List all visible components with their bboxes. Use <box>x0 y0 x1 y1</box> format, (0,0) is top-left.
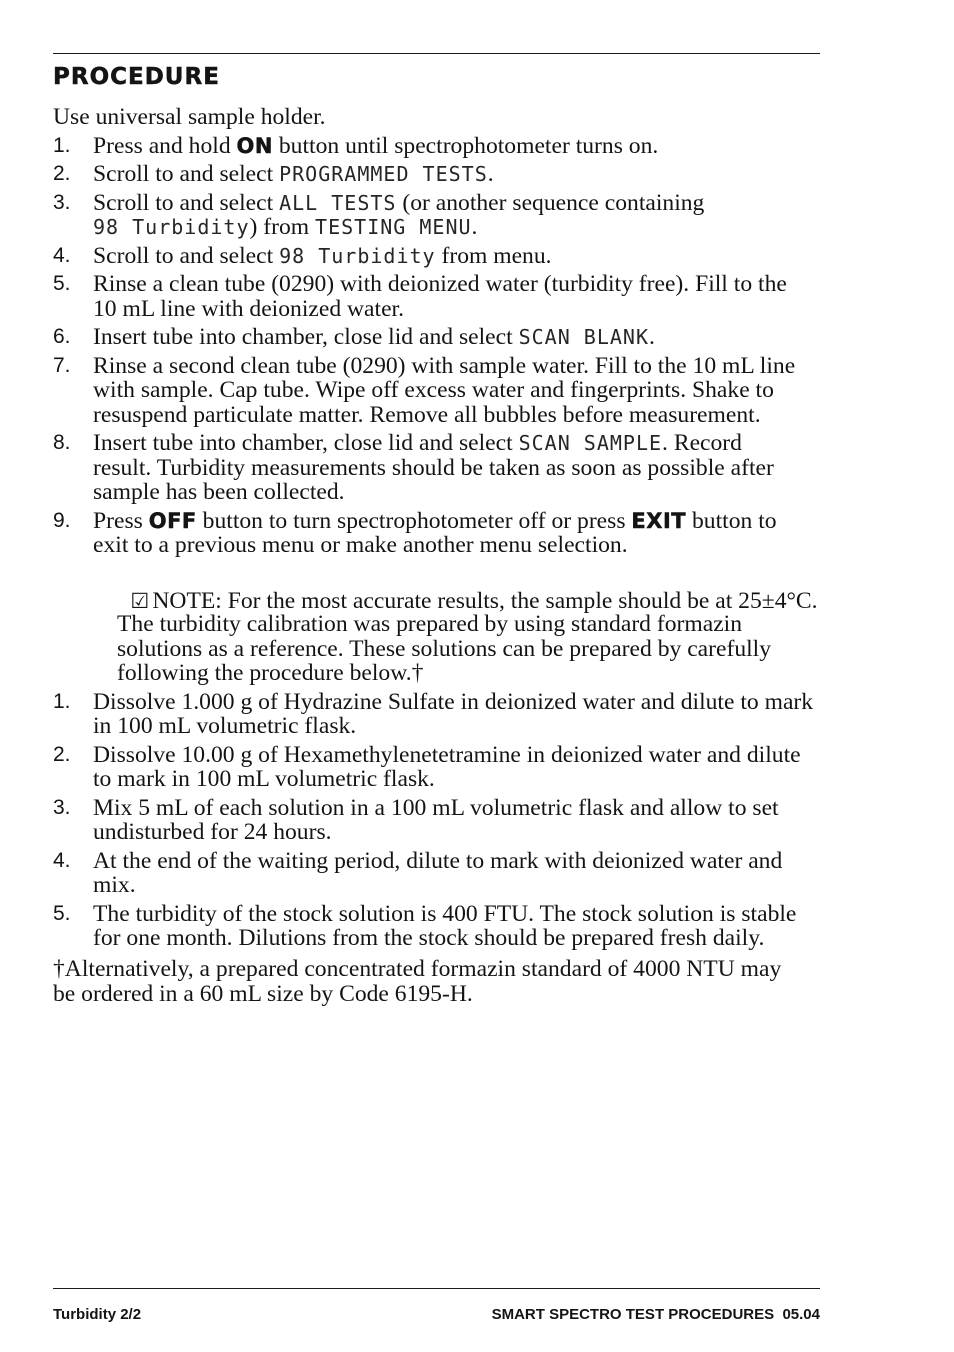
button-name: ON <box>236 133 273 158</box>
text-line <box>93 533 853 558</box>
text-line <box>93 690 853 715</box>
text-run: Insert tube into chamber, close lid and select <box>93 324 519 350</box>
footer-section-name: Turbidity 2/2 <box>53 1306 142 1323</box>
text-run: Scroll to and select <box>93 161 280 187</box>
text-line <box>93 272 853 297</box>
text-line <box>93 743 853 768</box>
text-run: from menu. <box>435 242 552 269</box>
note-text: NOTE: For the most accurate results, the sample should be at 25±4°C. <box>152 587 818 614</box>
text-run: ) from <box>249 214 316 240</box>
text-run: mix. <box>93 872 136 898</box>
text-run: . Record <box>662 430 742 456</box>
text-line: following the procedure below.† <box>117 660 424 686</box>
procedure-step-6 <box>53 325 853 350</box>
text-run: undisturbed for 24 hours. <box>93 819 332 845</box>
text-line <box>93 480 853 505</box>
procedure-step-2 <box>53 162 853 187</box>
procedure-step-1 <box>53 134 853 159</box>
text-line <box>93 191 853 216</box>
calibration-steps <box>53 690 853 951</box>
text-line <box>93 873 853 898</box>
step-number: 9. <box>53 508 71 532</box>
text-run: to mark in 100 mL volumetric flask. <box>93 766 435 792</box>
text-run: button to turn spectrophotometer off or press <box>196 507 632 534</box>
text-line <box>93 796 853 821</box>
text-line <box>93 456 853 481</box>
text-line: solutions as a reference. These solutions can be prepared by carefully <box>117 635 772 662</box>
text-run: button until spectrophotometer turns on. <box>272 132 659 159</box>
display-text: 98 Turbidity <box>279 243 436 268</box>
section-title: PROCEDURE <box>53 64 220 90</box>
calibration-step-5 <box>53 902 853 951</box>
text-run: (or another sequence containing <box>396 189 705 216</box>
text-line <box>93 378 853 403</box>
step-number: 2. <box>53 742 71 766</box>
text-line <box>93 849 853 874</box>
display-text: 98 Turbidity <box>93 215 250 239</box>
step-number: 3. <box>53 190 71 214</box>
display-text: SCAN BLANK <box>518 325 649 349</box>
text-line <box>93 215 853 240</box>
text-line <box>93 926 853 951</box>
text-run: Press and hold <box>93 132 237 159</box>
display-text: SCAN SAMPLE <box>518 431 663 455</box>
step-number: 1. <box>53 133 71 157</box>
text-run: Scroll to and select <box>93 242 280 269</box>
text-run: . <box>487 161 494 187</box>
text-line <box>93 354 853 379</box>
procedure-step-3 <box>53 191 853 240</box>
step-number: 6. <box>53 325 71 348</box>
text-run: resuspend particulate matter. Remove all bubbles before measurement. <box>93 401 761 428</box>
note <box>53 564 853 614</box>
step-number: 5. <box>53 901 71 925</box>
text-line <box>93 820 853 845</box>
text-run: Dissolve 1.000 g of Hydrazine Sulfate in deionized water and dilute to mark <box>93 688 814 715</box>
calibration-intro <box>53 612 853 686</box>
text-run: . <box>471 214 478 240</box>
display-text: TESTING MENU <box>315 215 472 239</box>
procedure-step-9 <box>53 509 853 558</box>
text-line: †Alternatively, a prepared concentrated formazin standard of 4000 NTU may <box>53 956 782 982</box>
step-number: 4. <box>53 848 71 872</box>
text-line <box>93 297 853 322</box>
step-number: 1. <box>53 689 71 713</box>
step-number: 2. <box>53 162 71 185</box>
text-line: be ordered in a 60 mL size by Code 6195-H. <box>53 980 473 1007</box>
bottom-rule <box>53 1288 820 1289</box>
text-run: Rinse a second clean tube (0290) with sample water. Fill to the 10 mL line <box>93 352 796 379</box>
step-number: 3. <box>53 795 71 819</box>
text-run: Press <box>93 507 149 534</box>
text-run: . <box>649 324 655 350</box>
text-line <box>93 902 853 927</box>
footnote <box>53 957 853 1006</box>
text-run: Scroll to and select <box>93 189 280 216</box>
display-text: PROGRAMMED TESTS <box>279 162 488 186</box>
procedure-content <box>53 105 853 1006</box>
text-run: At the end of the waiting period, dilute to mark with deionized water and <box>93 847 783 874</box>
display-text: ALL TESTS <box>279 190 397 215</box>
step-number: 7. <box>53 353 71 377</box>
procedure-steps <box>53 134 853 558</box>
calibration-step-3 <box>53 796 853 845</box>
text-run: sample has been collected. <box>93 479 345 505</box>
text-run: Mix 5 mL of each solution in a 100 mL volumetric flask and allow to set <box>93 794 779 821</box>
text-run: Rinse a clean tube (0290) with deionized water (turbidity free). Fill to the <box>93 271 787 297</box>
step-number: 5. <box>53 272 71 295</box>
text-line <box>93 403 853 428</box>
text-line <box>93 244 853 269</box>
text-line <box>93 509 853 534</box>
text-line <box>93 134 853 159</box>
procedure-step-7 <box>53 354 853 428</box>
procedure-step-8 <box>53 431 853 505</box>
step-number: 8. <box>53 431 71 454</box>
text-line <box>93 714 853 739</box>
text-line <box>93 162 853 187</box>
text-run: in 100 mL volumetric flask. <box>93 713 357 739</box>
calibration-step-1 <box>53 690 853 739</box>
text-line: The turbidity calibration was prepared by using standard formazin <box>117 611 743 637</box>
checkbox-icon: ☑ <box>130 588 150 613</box>
step-number: 4. <box>53 243 71 267</box>
text-run: Dissolve 10.00 g of Hexamethylenetetramine in deionized water and dilute <box>93 741 801 768</box>
text-run: Insert tube into chamber, close lid and select <box>93 430 519 456</box>
procedure-step-4 <box>53 244 853 269</box>
procedure-step-5 <box>53 272 853 321</box>
text-run: The turbidity of the stock solution is 400 FTU. The stock solution is stable <box>93 900 797 927</box>
button-name: EXIT <box>631 508 687 533</box>
text-run: button to <box>686 507 777 534</box>
footer-document-title: SMART SPECTRO TEST PROCEDURES 05.04 <box>491 1306 820 1323</box>
text-run: with sample. Cap tube. Wipe off excess water and fingerprints. Shake to <box>93 377 774 403</box>
text-run: result. Turbidity measurements should be taken as soon as possible after <box>93 454 774 481</box>
calibration-step-4 <box>53 849 853 898</box>
button-name: OFF <box>148 508 197 533</box>
intro-text: Use universal sample holder. <box>53 104 326 130</box>
text-run: for one month. Dilutions from the stock should be prepared fresh daily. <box>93 925 765 951</box>
text-line <box>93 431 853 456</box>
text-run: 10 mL line with deionized water. <box>93 295 405 322</box>
text-run: exit to a previous menu or make another menu selection. <box>93 532 628 558</box>
text-line <box>93 767 853 792</box>
calibration-step-2 <box>53 743 853 792</box>
top-rule <box>53 53 820 54</box>
text-line <box>93 325 853 350</box>
